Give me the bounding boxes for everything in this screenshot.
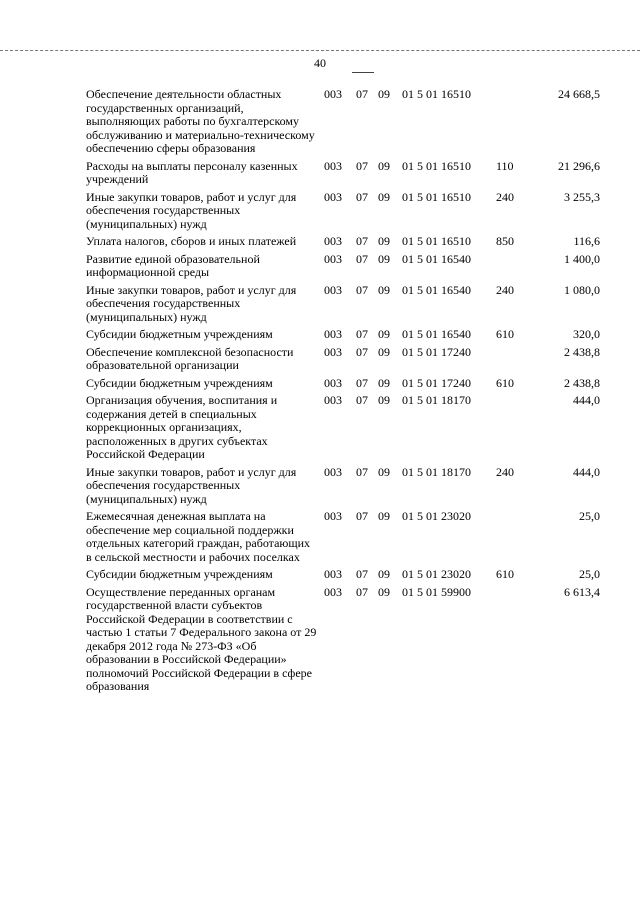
row-section-cell [354,394,402,466]
row-section-cell [354,377,402,395]
row-section: 07 [356,584,368,599]
row-section-cell [354,568,402,586]
row-sum: 320,0 [573,327,600,341]
row-name: Иные закупки товаров, работ и услуг для обеспечения государственных (муниципальных) нужд [86,189,297,231]
row-subsection: 09 [378,567,390,581]
row-sum: 1 080,0 [564,282,600,297]
row-code: 003 [324,464,342,479]
row-subsection: 09 [378,282,390,297]
row-sum: 25,0 [579,509,600,523]
row-code: 003 [324,509,342,523]
row-target: 01 5 01 16510 [402,87,471,101]
page-number-underline [352,72,374,73]
row-target: 01 5 01 17240 [402,375,471,390]
row-sum: 116,6 [573,234,600,248]
row-section: 07 [356,375,368,390]
row-sum: 6 613,4 [564,584,600,599]
row-code: 003 [324,282,342,297]
row-target: 01 5 01 23020 [402,567,471,581]
row-name: Развитие единой образовательной информационной среды [86,251,260,279]
row-type: 610 [496,375,514,390]
row-section-cell [354,88,402,160]
row-target: 01 5 01 16510 [402,234,471,248]
table-row [86,328,600,346]
row-type [496,586,536,698]
table-row [86,284,600,329]
row-subsection: 09 [378,234,390,248]
row-section: 07 [356,251,368,266]
row-section-cell [354,235,402,253]
row-section: 07 [356,393,368,407]
row-name: Субсидии бюджетным учреждениям [86,375,273,390]
row-section: 07 [356,87,368,101]
row-target: 01 5 01 16510 [402,189,471,204]
row-section-cell [354,160,402,191]
row-name: Обеспечение деятельности областных государственных организаций, выполняющих работы по бухгалтерскому обслуживанию и материально-техническому обеспечению сферы образования [86,87,315,155]
row-section-cell [354,328,402,346]
row-section: 07 [356,158,368,173]
row-section-cell [354,191,402,236]
table-row [86,191,600,236]
row-type: 610 [496,567,514,581]
row-type: 240 [496,189,514,204]
row-subsection: 09 [378,251,390,266]
row-type: 240 [496,464,514,479]
row-section-cell [354,466,402,511]
row-code: 003 [324,327,342,341]
row-subsection: 09 [378,327,390,341]
dashed-separator [0,50,640,51]
table-row [86,346,600,377]
row-code: 003 [324,234,342,248]
row-subsection: 09 [378,189,390,204]
row-target: 01 5 01 59900 [402,584,471,599]
row-name: Организация обучения, воспитания и содержания детей в специальных коррекционных организациях, расположенных в других субъектах Российской Федерации [86,393,278,461]
row-section-cell [354,586,402,698]
row-section: 07 [356,189,368,204]
row-target: 01 5 01 18170 [402,393,471,407]
budget-table-body [86,88,600,698]
row-section: 07 [356,509,368,523]
row-sum: 25,0 [579,567,600,581]
row-section-cell [354,284,402,329]
row-target: 01 5 01 16540 [402,327,471,341]
table-row [86,235,600,253]
row-section: 07 [356,282,368,297]
table-row [86,377,600,395]
row-code: 003 [324,189,342,204]
row-code: 003 [324,393,342,407]
row-section: 07 [356,567,368,581]
row-target: 01 5 01 17240 [402,344,471,359]
table-row [86,586,600,698]
row-name: Обеспечение комплексной безопасности образовательной организации [86,344,294,372]
row-type [496,394,536,466]
table-row [86,466,600,511]
row-section-cell [354,510,402,568]
row-subsection: 09 [378,464,390,479]
row-subsection: 09 [378,393,390,407]
table-row [86,88,600,160]
row-sum: 444,0 [573,393,600,407]
row-section: 07 [356,234,368,248]
row-code: 003 [324,158,342,173]
row-sum: 2 438,8 [564,344,600,359]
row-target: 01 5 01 16540 [402,251,471,266]
row-section-cell [354,346,402,377]
row-sum: 1 400,0 [564,251,600,266]
row-sum: 444,0 [573,464,600,479]
row-type: 110 [496,158,514,173]
row-name: Осуществление переданных органам государственной власти субъектов Российской Федерации в соответствии с частью 1 статьи 7 Федерального закона от 29 декабря 2012 года № 273-ФЗ «Об образовании в Российской Федерации» полномочий Российской Федерации в сфере образования [86,584,317,693]
row-section: 07 [356,464,368,479]
row-type [496,510,536,568]
row-sum: 21 296,6 [558,158,600,173]
row-type [496,88,536,160]
table-row [86,160,600,191]
row-target: 01 5 01 18170 [402,464,471,479]
row-type: 850 [496,234,514,248]
row-type [496,346,536,377]
table-row [86,253,600,284]
row-name: Ежемесячная денежная выплата на обеспечение мер социальной поддержки отдельных категорий граждан, работающих в сельской местности и рабочих поселках [86,509,311,564]
row-section-cell [354,253,402,284]
row-name: Уплата налогов, сборов и иных платежей [86,234,297,248]
row-section: 07 [356,327,368,341]
row-sum: 3 255,3 [564,189,600,204]
row-name: Иные закупки товаров, работ и услуг для обеспечения государственных (муниципальных) нужд [86,282,297,324]
row-target: 01 5 01 23020 [402,509,471,523]
table-row [86,568,600,586]
row-code: 003 [324,87,342,101]
budget-table [86,88,600,698]
row-target: 01 5 01 16510 [402,158,471,173]
row-name: Субсидии бюджетным учреждениям [86,567,273,581]
row-section: 07 [356,344,368,359]
row-name: Иные закупки товаров, работ и услуг для обеспечения государственных (муниципальных) нужд [86,464,297,506]
row-subsection: 09 [378,584,390,599]
table-row [86,394,600,466]
row-code: 003 [324,584,342,599]
row-name: Расходы на выплаты персоналу казенных учреждений [86,158,298,186]
row-subsection: 09 [378,158,390,173]
row-type: 240 [496,282,514,297]
row-subsection: 09 [378,87,390,101]
row-code: 003 [324,375,342,390]
row-subsection: 09 [378,375,390,390]
row-sum: 24 668,5 [558,87,600,101]
row-type: 610 [496,327,514,341]
row-subsection: 09 [378,509,390,523]
row-code: 003 [324,251,342,266]
row-type [496,253,536,284]
row-subsection: 09 [378,344,390,359]
row-name: Субсидии бюджетным учреждениям [86,327,273,341]
page-number: 40 [314,56,326,70]
row-target: 01 5 01 16540 [402,282,471,297]
row-code: 003 [324,344,342,359]
row-sum: 2 438,8 [564,375,600,390]
table-row [86,510,600,568]
row-code: 003 [324,567,342,581]
